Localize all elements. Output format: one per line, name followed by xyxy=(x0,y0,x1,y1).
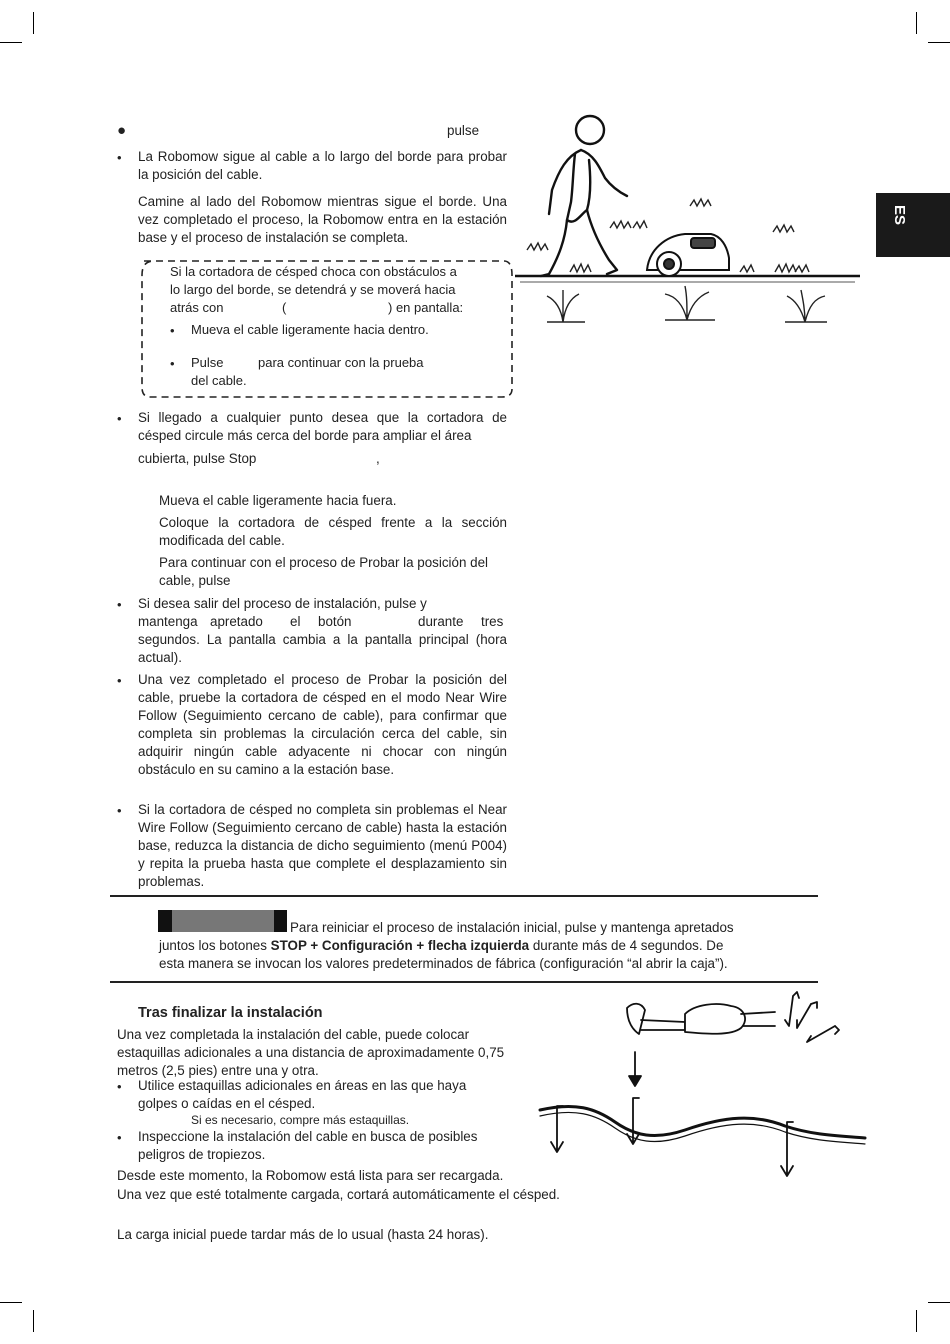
crop-mark xyxy=(33,12,34,34)
crop-mark xyxy=(928,1302,950,1303)
bullet-text: botón xyxy=(318,614,352,629)
walking-illustration xyxy=(515,110,860,330)
paragraph: Una vez que esté totalmente cargada, cortará automáticamente el césped. xyxy=(117,1187,560,1202)
note-line: Si la cortadora de césped choca con obstáculos a xyxy=(170,264,457,279)
bullet: ● xyxy=(117,122,127,139)
bullet: • xyxy=(117,803,122,818)
bullet-text: mantenga xyxy=(138,614,198,629)
indented-text: Mueva el cable ligeramente hacia fuera. xyxy=(159,493,397,508)
paragraph: Una vez completada la instalación del cable, puede colocar estaquillas adicionales a una distancia de aproximadamente 0,75 metros (2,5 pies) entre una y otra. xyxy=(117,1027,505,1078)
bullet: • xyxy=(117,1079,122,1094)
paragraph: Camine al lado del Robomow mientras sigue el borde. Una vez completado el proceso, la Robomow entra en la estación base y el proceso de instalación se completa. xyxy=(138,194,507,245)
rule-bottom xyxy=(110,981,818,983)
note-line: ) en pantalla: xyxy=(388,300,464,315)
tip-text xyxy=(159,937,819,955)
indented-text: Para continuar con el proceso de Probar la posición del cable, pulse xyxy=(159,555,489,588)
note-line: ( xyxy=(282,300,287,315)
note-item: Pulse xyxy=(191,355,224,370)
bullet-text: apretado xyxy=(210,614,263,629)
bullet: • xyxy=(117,1130,122,1145)
crop-mark xyxy=(0,1302,22,1303)
bullet-text: Si la cortadora de césped no completa sin problemas el Near Wire Follow (Seguimiento cercano de cable) hasta la estación base, reduzca la distancia de dicho seguimiento (menú P004) y repita la prueba hasta que complete el desplazamiento sin problemas. xyxy=(138,802,507,889)
tip-label-bar xyxy=(172,910,274,932)
bullet: • xyxy=(170,323,175,338)
bullet-text: cubierta, pulse Stop xyxy=(138,451,257,466)
crop-mark xyxy=(916,12,917,34)
paragraph: La carga inicial puede tardar más de lo usual (hasta 24 horas). xyxy=(117,1227,489,1242)
bullet-text: La Robomow sigue al cable a lo largo del borde para probar la posición del cable. xyxy=(138,149,507,182)
note-line: lo largo del borde, se detendrá y se moverá hacia xyxy=(170,282,456,297)
note-line: atrás con xyxy=(170,300,224,315)
bullet-text: , xyxy=(376,451,380,466)
tip-text-part: juntos los botones xyxy=(159,938,271,953)
bullet-text-pulse: pulse xyxy=(447,123,480,138)
bullet-text: tres xyxy=(481,614,504,629)
crop-mark xyxy=(928,42,950,43)
bullet-text: segundos. La pantalla cambia a la pantalla principal (hora actual). xyxy=(138,632,507,665)
bullet-text: Si desea salir del proceso de instalación, pulse y xyxy=(138,596,427,611)
crop-mark xyxy=(33,1310,34,1332)
small-note: Si es necesario, compre más estaquillas. xyxy=(191,1113,410,1127)
tip-text: esta manera se invocan los valores predeterminados de fábrica (configuración “al abrir la caja”). xyxy=(159,956,728,971)
stakes-illustration xyxy=(535,990,870,1190)
tip-text: Para reiniciar el proceso de instalación inicial, pulse y mantenga apretados xyxy=(290,920,734,935)
language-tab xyxy=(876,193,950,257)
crop-mark xyxy=(0,42,22,43)
paragraph: Desde este momento, la Robomow está lista para ser recargada. xyxy=(117,1168,504,1183)
bullet-text: Utilice estaquillas adicionales en áreas en las que haya golpes o caídas en el césped. xyxy=(138,1078,467,1111)
bullet-text: el xyxy=(290,614,301,629)
note-item: del cable. xyxy=(191,373,247,388)
bullet-text: Si llegado a cualquier punto desea que la cortadora de césped circule más cerca del borde para ampliar el área xyxy=(138,410,507,443)
note-item: Mueva el cable ligeramente hacia dentro. xyxy=(191,322,429,337)
rule-top xyxy=(110,895,818,897)
section-heading: Tras finalizar la instalación xyxy=(138,1005,323,1021)
bullet-text: Inspeccione la instalación del cable en busca de posibles peligros de tropiezos. xyxy=(138,1129,478,1162)
indented-text: Coloque la cortadora de césped frente a la sección modificada del cable. xyxy=(159,515,507,548)
bullet: • xyxy=(117,673,122,688)
bullet: • xyxy=(117,411,122,426)
bullet: • xyxy=(117,150,122,165)
bullet: • xyxy=(170,356,175,371)
language-tab-label: ES xyxy=(891,205,908,226)
tip-text-part: durante más de 4 segundos. De xyxy=(529,938,724,953)
crop-mark xyxy=(916,1310,917,1332)
tip-text-bold: STOP + Configuración + flecha izquierda xyxy=(270,938,530,953)
note-item: para continuar con la prueba xyxy=(258,355,424,370)
bullet-text: Una vez completado el proceso de Probar la posición del cable, pruebe la cortadora de césped en el modo Near Wire Follow (Seguimiento cercano de cable), para confirmar que completa sin problemas la circulación cerca del cable, sin adquirir ningún cable adyacente ni chocar con ningún obstáculo en su camino a la estación base. xyxy=(138,672,507,777)
bullet-text: durante xyxy=(418,614,464,629)
bullet: • xyxy=(117,597,122,612)
